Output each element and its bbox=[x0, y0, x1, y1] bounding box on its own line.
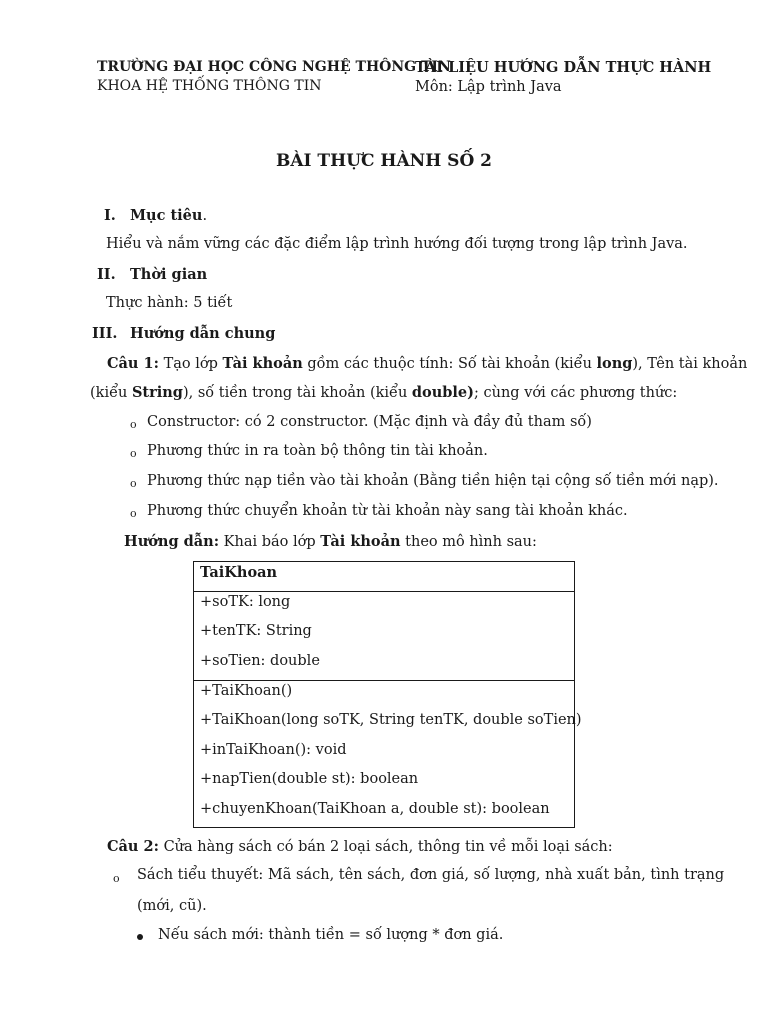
bullet-circle-icon: o bbox=[130, 447, 137, 460]
section-1-heading: Mục tiêu. bbox=[130, 207, 208, 224]
uml-method: +TaiKhoan(long soTK, String tenTK, double soTien) bbox=[200, 712, 582, 728]
document-type: TÀI LIỆU HƯỚNG DẪN THỰC HÀNH bbox=[415, 59, 712, 76]
question-1-bullet: Constructor: có 2 constructor. (Mặc định và đầy đủ tham số) bbox=[147, 414, 592, 430]
question-1-line-1: Câu 1: Tạo lớp Tài khoản gồm các thuộc tính: Số tài khoản (kiểu long), Tên tài khoản bbox=[107, 355, 748, 372]
uml-divider bbox=[194, 591, 574, 592]
bullet-circle-icon: o bbox=[113, 872, 120, 885]
school-name: TRƯỜNG ĐẠI HỌC CÔNG NGHỆ THÔNG TIN bbox=[97, 59, 451, 75]
bullet-circle-icon: o bbox=[130, 507, 137, 520]
section-3-heading: Hướng dẫn chung bbox=[130, 325, 276, 342]
question-2-sub-item: Nếu sách mới: thành tiền = số lượng * đơn giá. bbox=[158, 927, 504, 943]
section-3-number: III. bbox=[92, 325, 118, 342]
page-title: BÀI THỰC HÀNH SỐ 2 bbox=[275, 151, 493, 171]
question-1-bullet: Phương thức chuyển khoản từ tài khoản này sang tài khoản khác. bbox=[147, 503, 628, 519]
faculty-name: KHOA HỆ THỐNG THÔNG TIN bbox=[97, 78, 322, 94]
uml-method: +inTaiKhoan(): void bbox=[200, 742, 347, 758]
bullet-dot-icon bbox=[137, 934, 143, 940]
uml-attribute: +soTien: double bbox=[200, 653, 320, 669]
subject-name: Môn: Lập trình Java bbox=[415, 79, 562, 95]
section-1-body: Hiểu và nắm vững các đặc điểm lập trình hướng đối tượng trong lập trình Java. bbox=[106, 236, 688, 252]
question-1-guide: Hướng dẫn: Khai báo lớp Tài khoản theo mô hình sau: bbox=[124, 533, 537, 550]
question-1-bullet: Phương thức nạp tiền vào tài khoản (Bằng tiền hiện tại cộng số tiền mới nạp). bbox=[147, 473, 719, 489]
section-1-number: I. bbox=[104, 207, 116, 224]
uml-attribute: +soTK: long bbox=[200, 594, 291, 610]
bullet-circle-icon: o bbox=[130, 418, 137, 431]
uml-attribute: +tenTK: String bbox=[200, 623, 312, 639]
question-2-text: Câu 2: Cửa hàng sách có bán 2 loại sách, thông tin về mỗi loại sách: bbox=[107, 838, 613, 855]
section-2-heading: Thời gian bbox=[130, 266, 208, 283]
question-2-item-line-2: (mới, cũ). bbox=[137, 898, 207, 914]
question-1-bullet: Phương thức in ra toàn bộ thông tin tài khoản. bbox=[147, 443, 488, 459]
bullet-circle-icon: o bbox=[130, 477, 137, 490]
uml-method: +TaiKhoan() bbox=[200, 683, 293, 699]
uml-divider bbox=[194, 680, 574, 681]
section-2-number: II. bbox=[97, 266, 116, 283]
uml-method: +chuyenKhoan(TaiKhoan a, double st): boolean bbox=[200, 801, 550, 817]
question-1-line-2: (kiểu String), số tiền trong tài khoản (kiểu double); cùng với các phương thức: bbox=[90, 384, 678, 401]
uml-class-name: TaiKhoan bbox=[200, 564, 278, 581]
question-2-item-line-1: Sách tiểu thuyết: Mã sách, tên sách, đơn giá, số lượng, nhà xuất bản, tình trạng bbox=[137, 867, 725, 883]
uml-method: +napTien(double st): boolean bbox=[200, 771, 419, 787]
section-2-body: Thực hành: 5 tiết bbox=[106, 295, 233, 311]
uml-class-diagram bbox=[193, 561, 582, 828]
